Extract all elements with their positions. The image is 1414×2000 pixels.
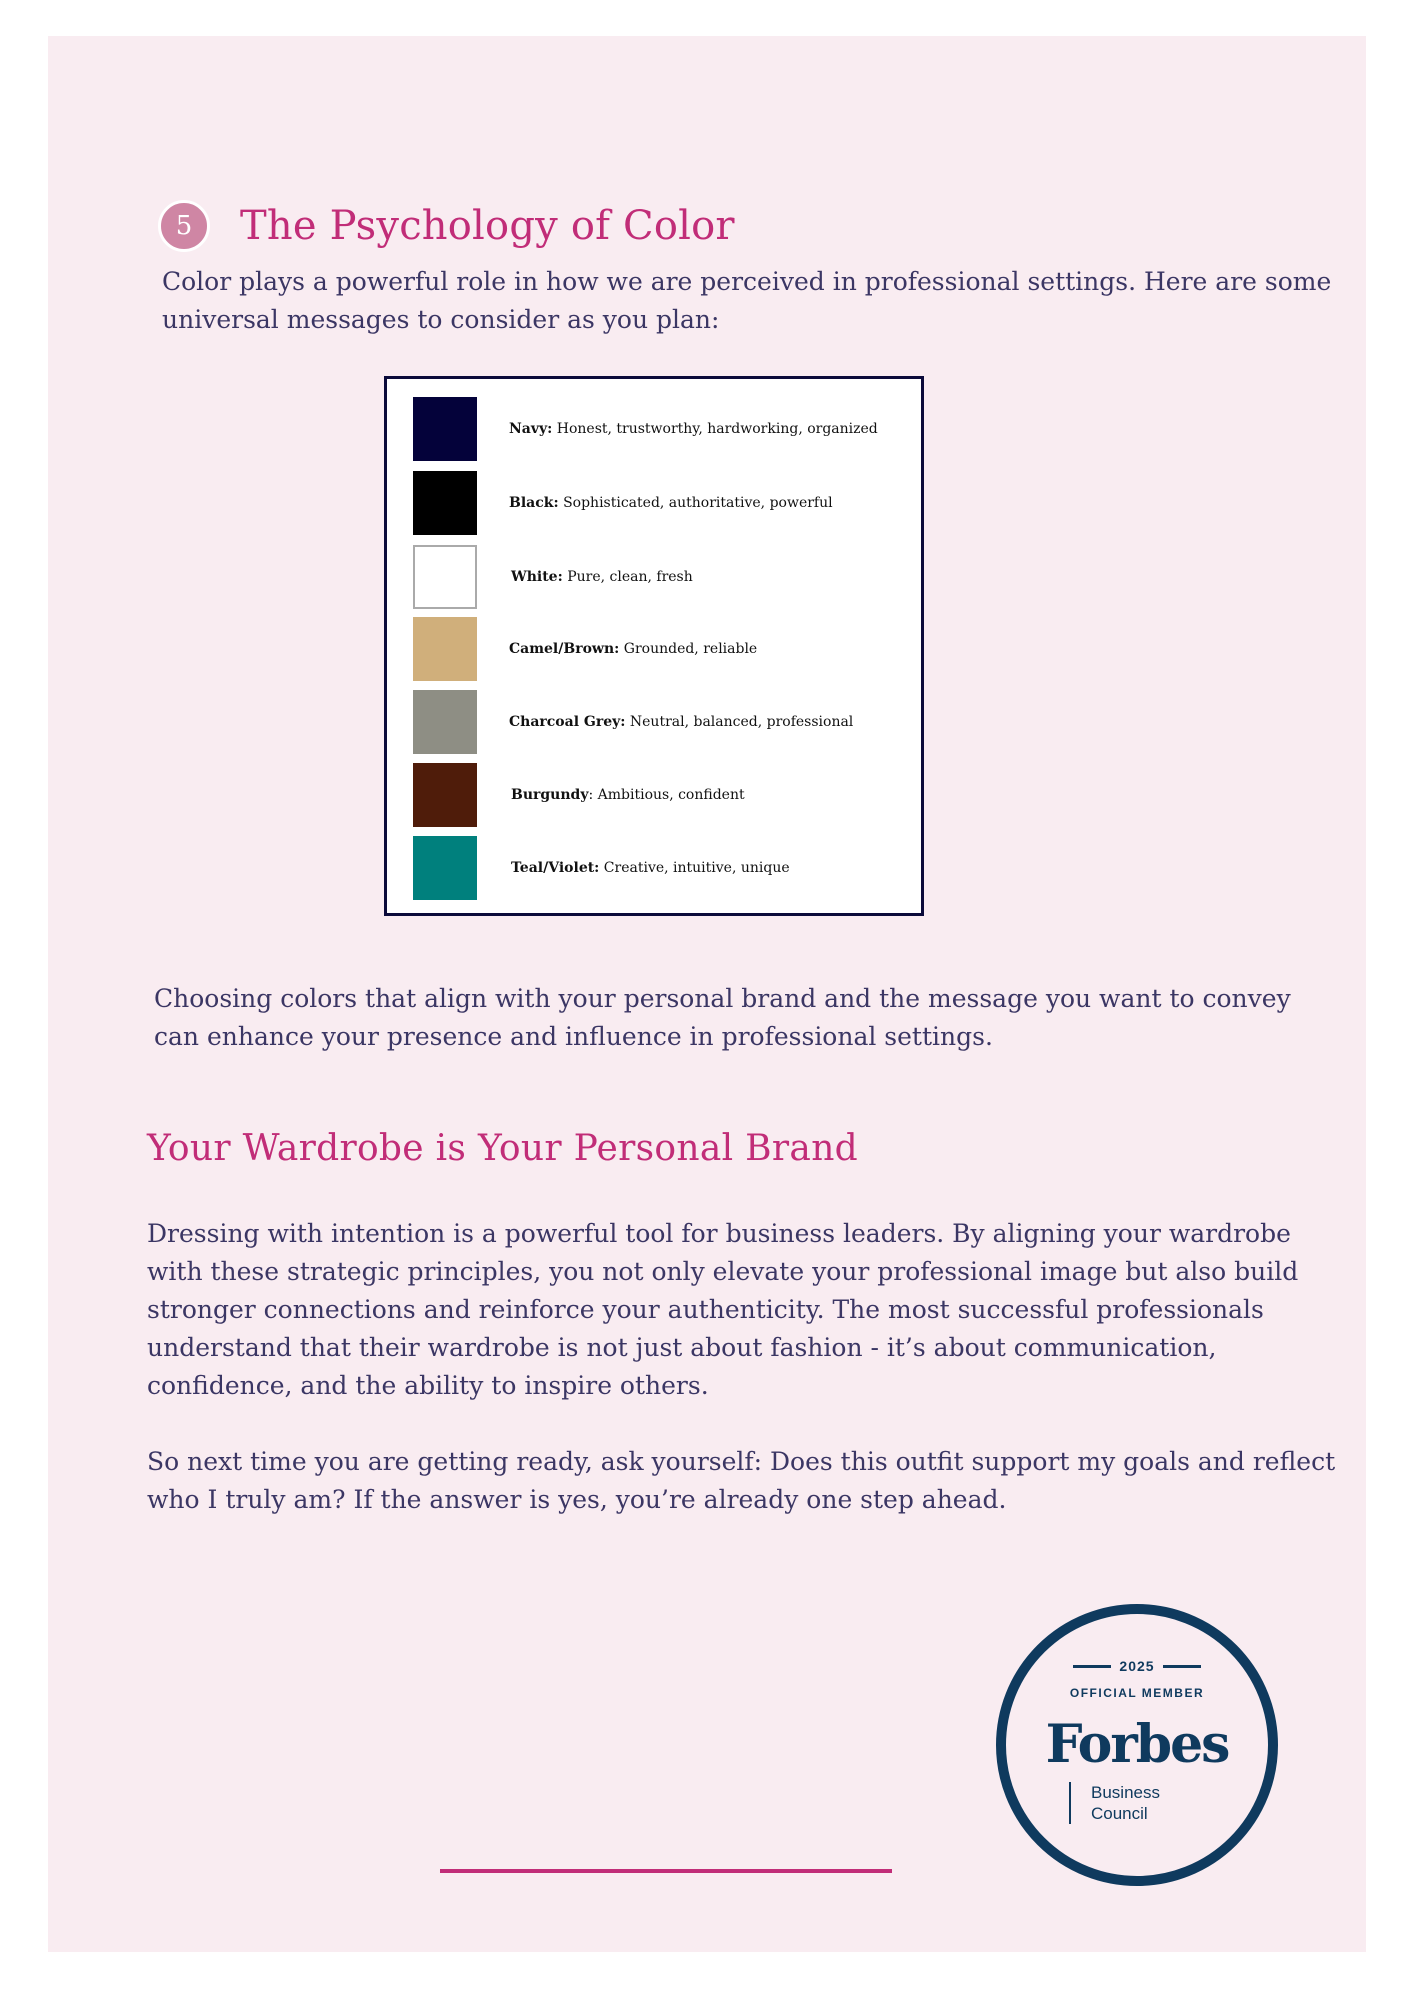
color-name: Navy:: [509, 421, 553, 437]
footer-divider: [440, 1869, 892, 1873]
section-title: The Psychology of Color: [240, 202, 735, 249]
burgundy-swatch: [413, 763, 477, 827]
swatch-row-charcoal: [413, 690, 853, 754]
seal-year-row: [1006, 1658, 1268, 1674]
camel-swatch: [413, 617, 477, 681]
swatch-label: [509, 421, 878, 437]
seal-year: 2025: [1119, 1658, 1155, 1674]
forbes-business-council-seal: [996, 1604, 1278, 1886]
color-description: Honest, trustworthy, hardworking, organized: [552, 421, 878, 437]
brand-paragraph-1: Dressing with intention is a powerful tool for business leaders. By aligning your wardrobe with these strategic principles, you not only elevate your professional image but also build stronger connections and reinforce your authenticity. The most successful professionals understand that their wardrobe is not just about fashion - it’s about communication, confidence, and the ability to inspire others.: [147, 1219, 1299, 1400]
swatch-row-teal: [413, 836, 790, 900]
seal-rule-left: [1073, 1665, 1111, 1668]
seal-council-line-2: Council: [1091, 1804, 1148, 1823]
color-name: Black:: [509, 495, 559, 511]
color-swatch-table: [384, 376, 924, 916]
color-description: Grounded, reliable: [619, 641, 758, 657]
seal-council-line-1: Business: [1091, 1783, 1160, 1802]
swatch-row-burgundy: [413, 763, 745, 827]
section-header: [158, 176, 735, 276]
seal-rule-right: [1163, 1665, 1201, 1668]
brand-paragraph-2: So next time you are getting ready, ask yourself: Does this outfit support my goals and reflect who I truly am? If the answer is yes, you’re already one step ahead.: [147, 1447, 1336, 1514]
color-description: Neutral, balanced, professional: [625, 714, 854, 730]
teal-swatch: [413, 836, 477, 900]
color-name: Teal/Violet:: [511, 860, 600, 876]
forbes-logo-text: Forbes: [1045, 1714, 1229, 1775]
navy-swatch: [413, 397, 477, 461]
white-swatch: [413, 545, 477, 609]
color-description: : Ambitious, confident: [588, 787, 745, 803]
swatch-row-camel: [413, 617, 757, 681]
seal-council-text: [1069, 1782, 1160, 1824]
swatch-label: [511, 787, 745, 803]
brand-section-title: Your Wardrobe is Your Personal Brand: [147, 1128, 859, 1169]
swatch-row-black: [413, 471, 833, 535]
black-swatch: [413, 471, 477, 535]
swatch-label: [509, 495, 833, 511]
choosing-colors-paragraph: Choosing colors that align with your personal brand and the message you want to convey can enhance your presence and influence in professional settings.: [154, 984, 1291, 1051]
seal-membership-label: OFFICIAL MEMBER: [1069, 1686, 1205, 1700]
charcoal-swatch: [413, 690, 477, 754]
color-description: Pure, clean, fresh: [562, 569, 693, 585]
color-name: Camel/Brown:: [509, 641, 620, 657]
swatch-label: [511, 860, 790, 876]
color-name: White:: [511, 569, 563, 585]
swatch-label: [509, 641, 757, 657]
page: [48, 36, 1366, 1952]
color-name: Burgundy: [511, 787, 589, 803]
swatch-label: [509, 714, 853, 730]
step-number-badge: 5: [158, 200, 210, 252]
color-description: Creative, intuitive, unique: [599, 860, 790, 876]
intro-paragraph: Color plays a powerful role in how we are perceived in professional settings. Here are some universal messages to consider as you plan:: [162, 267, 1332, 334]
swatch-row-white: [413, 545, 693, 609]
color-name: Charcoal Grey:: [509, 714, 626, 730]
color-description: Sophisticated, authoritative, powerful: [558, 495, 833, 511]
swatch-row-navy: [413, 397, 878, 461]
swatch-label: [511, 569, 693, 585]
